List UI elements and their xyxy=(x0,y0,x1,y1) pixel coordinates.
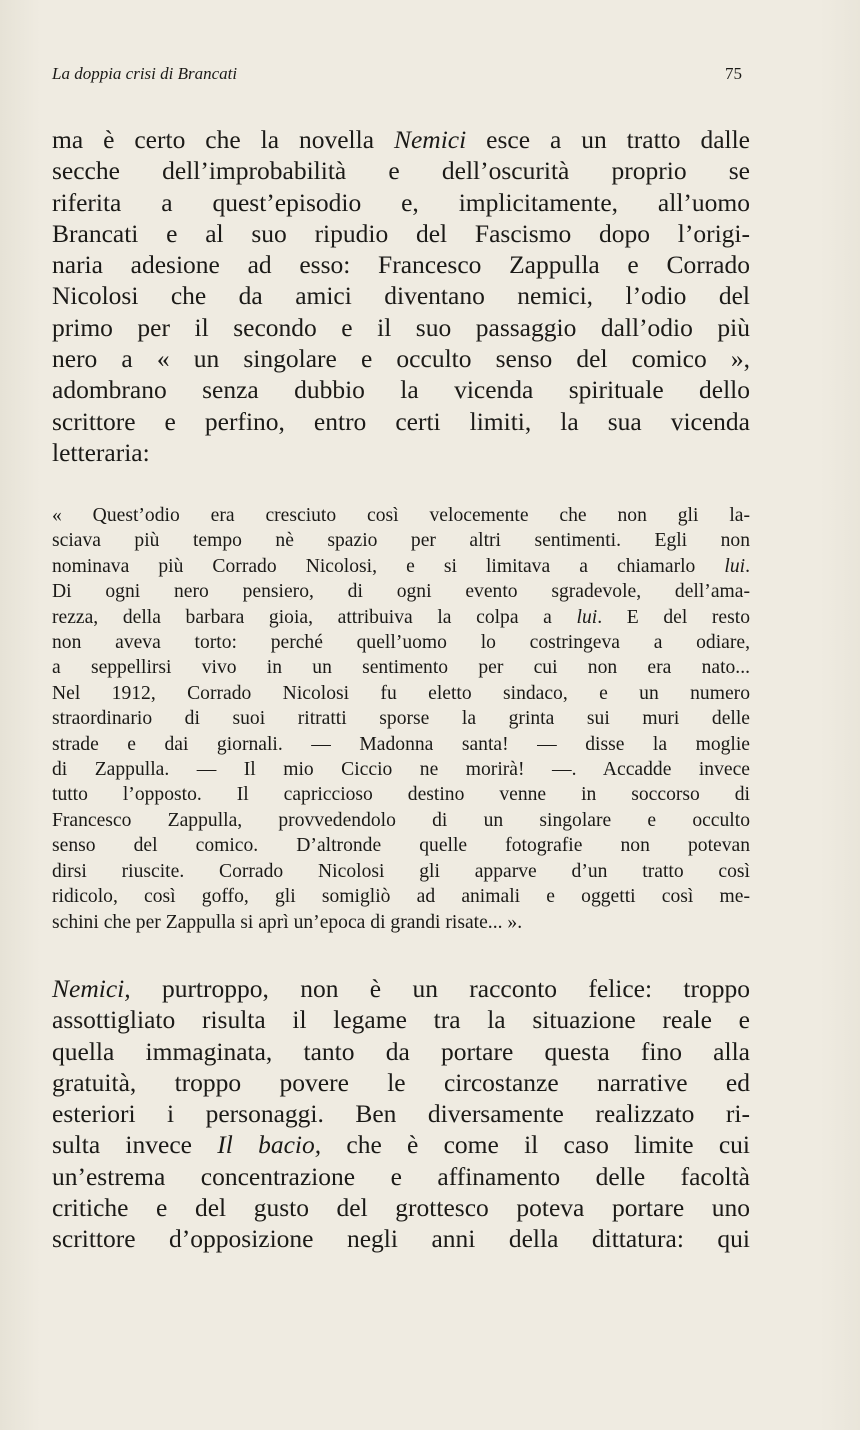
text-line: scrittore d’opposizione negli anni della dittatura: qui xyxy=(52,1224,750,1254)
page-number: 75 xyxy=(725,64,742,83)
text-line: riferita a quest’episodio e, implicitamente, all’uomo xyxy=(52,187,750,217)
running-head xyxy=(52,64,742,92)
text-line: quella immaginata, tanto da portare questa fino alla xyxy=(52,1036,750,1066)
emphasis-lui: lui xyxy=(724,555,746,577)
text-line: sulta invece Il bacio, che è come il caso limite cui xyxy=(52,1130,750,1160)
quote-line: a seppellirsi vivo in un sentimento per cui non era nato... xyxy=(52,657,750,679)
text-line: adombrano senza dubbio la vicenda spirituale dello xyxy=(52,375,750,405)
text-line: primo per il secondo e il suo passaggio dall’odio più xyxy=(52,312,750,342)
book-title-nemici: Nemici xyxy=(393,125,467,154)
text-line: secche dell’improbabilità e dell’oscurità proprio se xyxy=(52,156,750,186)
quote-line: rezza, della barbara gioia, attribuiva la colpa a lui. E del resto xyxy=(52,606,750,628)
quote-line: tutto l’opposto. Il capriccioso destino venne in soccorso di xyxy=(52,784,750,806)
book-title-nemici: Nemici, xyxy=(52,974,131,1003)
paragraph-2 xyxy=(52,973,750,1255)
book-title-il-bacio: Il bacio, xyxy=(217,1130,322,1160)
text-line: Nemici, purtroppo, non è un racconto felice: troppo xyxy=(52,974,750,1003)
quote-line: schini che per Zappulla si aprì un’epoca di grandi risate... ». xyxy=(52,911,523,933)
quote-line: Nel 1912, Corrado Nicolosi fu eletto sindaco, e un numero xyxy=(52,682,750,704)
text-line: naria adesione ad esso: Francesco Zappulla e Corrado xyxy=(52,250,750,280)
text-line: esteriori i personaggi. Ben diversamente realizzato ri- xyxy=(52,1099,750,1129)
text-line: scrittore e perfino, entro certi limiti, la sua vicenda xyxy=(52,406,750,436)
quote-line: ridicolo, così goffo, gli somigliò ad animali e oggetti così me- xyxy=(52,886,750,908)
quote-line: Di ogni nero pensiero, di ogni evento sgradevole, dell’ama- xyxy=(52,581,750,603)
quote-line: sciava più tempo nè spazio per altri sentimenti. Egli non xyxy=(52,530,750,552)
quote-line: non aveva torto: perché quell’uomo lo costringeva a odiare, xyxy=(52,632,750,654)
block-quotation xyxy=(52,503,750,935)
text-line: assottigliato risulta il legame tra la situazione reale e xyxy=(52,1005,750,1035)
quote-line: nominava più Corrado Nicolosi, e si limitava a chiamarlo lui. xyxy=(52,555,750,577)
emphasis-lui: lui xyxy=(576,606,598,628)
text-line: gratuità, troppo povere le circostanze narrative ed xyxy=(52,1067,750,1097)
paragraph-1 xyxy=(52,124,750,468)
quote-line: straordinario di suoi ritratti sporse la grinta sui muri delle xyxy=(52,708,750,730)
text-line: letteraria: xyxy=(52,437,150,467)
text-line: critiche e del gusto del grottesco poteva portare uno xyxy=(52,1193,750,1223)
text-line: Brancati e al suo ripudio del Fascismo dopo l’origi- xyxy=(52,218,750,248)
text-line: nero a « un singolare e occulto senso del comico », xyxy=(52,344,750,374)
quote-line: dirsi riuscite. Corrado Nicolosi gli apparve d’un tratto così xyxy=(52,860,750,882)
quote-line: senso del comico. D’altronde quelle fotografie non potevan xyxy=(52,835,750,857)
text-line: ma è certo che la novella Nemici esce a un tratto dalle xyxy=(52,125,750,154)
quote-line: di Zappulla. — Il mio Ciccio ne morirà! —. Accadde invece xyxy=(52,759,750,781)
text-line: un’estrema concentrazione e affinamento delle facoltà xyxy=(52,1161,750,1191)
quote-line: strade e dai giornali. — Madonna santa! — disse la moglie xyxy=(52,733,750,755)
text-line: Nicolosi che da amici diventano nemici, l’odio del xyxy=(52,281,750,311)
running-head-title: La doppia crisi di Brancati xyxy=(52,64,238,83)
quote-line: « Quest’odio era cresciuto così velocemente che non gli la- xyxy=(52,505,750,526)
quote-line: Francesco Zappulla, provvedendolo di un singolare e occulto xyxy=(52,809,750,831)
